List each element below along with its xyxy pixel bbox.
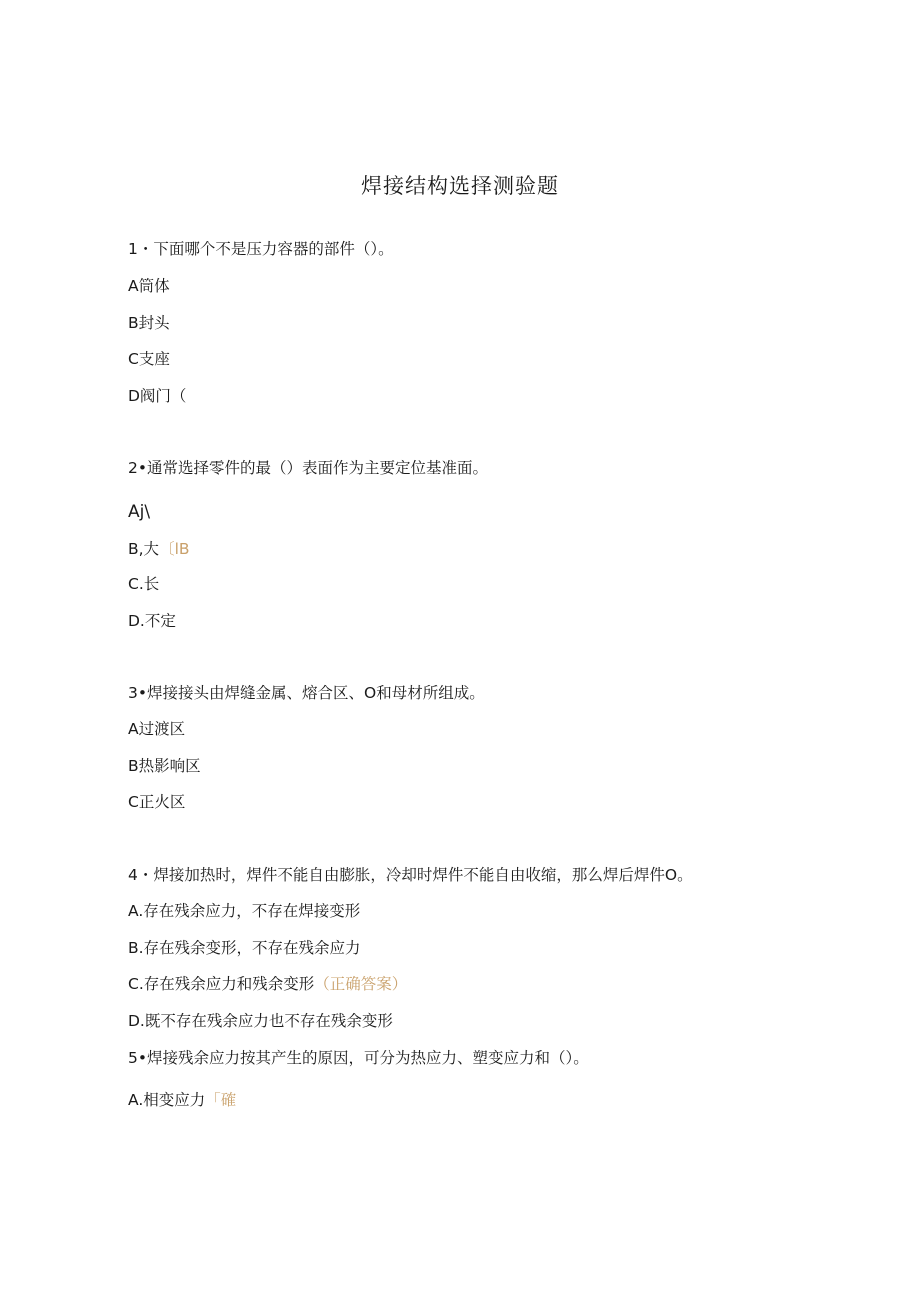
question-3-option-a: A过渡区 — [128, 720, 186, 738]
question-2-option-c: C.长 — [128, 575, 160, 593]
question-4-option-a: A.存在残余应力，不存在焊接变形 — [128, 902, 361, 920]
question-4-option-c-text: C.存在残余应力和残余变形 — [128, 975, 315, 993]
page-title: 焊接结构选择测验题 — [361, 174, 559, 198]
question-2-option-b-note: 〔lB — [159, 540, 190, 558]
question-5-stem: 5•焊接残余应力按其产生的原因，可分为热应力、塑变应力和（）。 — [128, 1049, 589, 1067]
question-2-option-b — [128, 539, 190, 559]
question-4-option-c-note: （正确答案） — [314, 975, 408, 993]
question-3-option-b: B热影响区 — [128, 757, 201, 775]
question-4-option-c — [128, 974, 407, 994]
question-1-option-d: D阀门（ — [128, 387, 187, 405]
question-4-stem: 4・焊接加热时，焊件不能自由膨胀，冷却时焊件不能自由收缩，那么焊后焊件O。 — [128, 866, 693, 884]
question-4-option-d: D.既不存在残余应力也不存在残余变形 — [128, 1012, 393, 1030]
question-3-stem: 3•焊接接头由焊缝金属、熔合区、O和母材所组成。 — [128, 684, 485, 702]
question-4-option-b: B.存在残余变形，不存在残余应力 — [128, 939, 361, 957]
question-1-option-b: B封头 — [128, 314, 170, 332]
question-5-option-a — [128, 1090, 236, 1110]
question-1-stem: 1・下面哪个不是压力容器的部件（）。 — [128, 240, 394, 258]
question-5-option-a-text: A.相变应力 — [128, 1091, 206, 1109]
question-2-stem: 2•通常选择零件的最（）表面作为主要定位基准面。 — [128, 459, 489, 477]
question-2-option-b-text: B,大 — [128, 540, 160, 558]
question-1-option-c: C支座 — [128, 350, 170, 368]
question-3-option-c: C正火区 — [128, 793, 186, 811]
question-5-option-a-note: 「確 — [205, 1091, 237, 1109]
question-1-option-a: A筒体 — [128, 277, 170, 295]
question-2-option-a: Aj\ — [128, 502, 151, 522]
question-2-option-d: D.不定 — [128, 612, 176, 630]
